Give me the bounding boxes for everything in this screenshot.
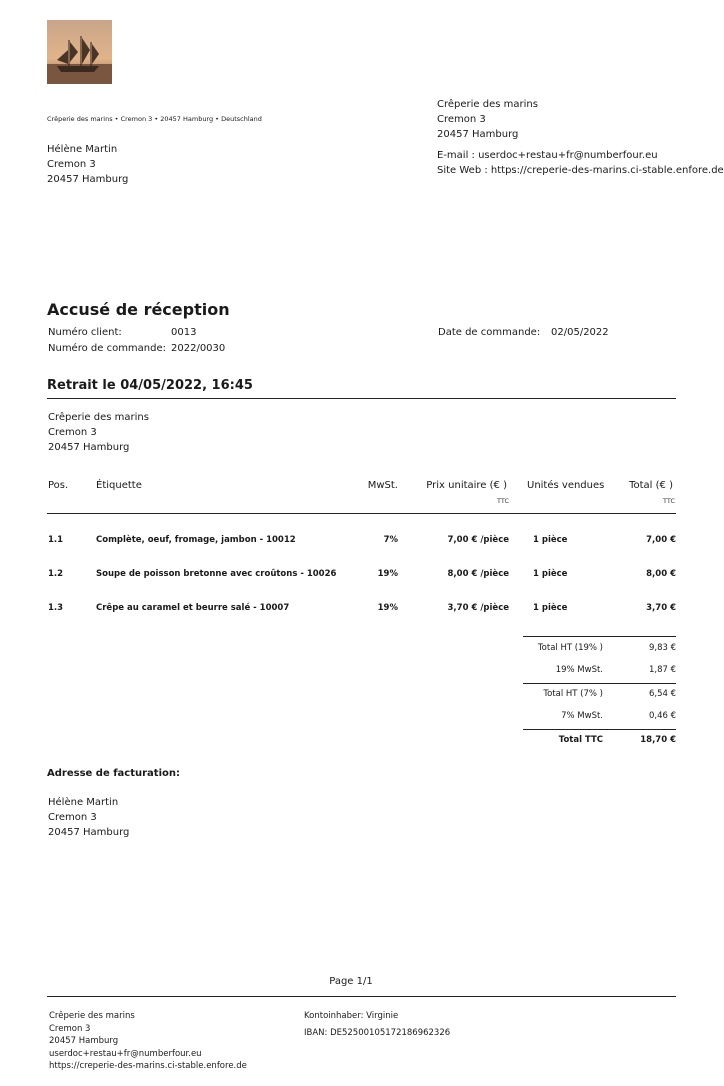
recipient-city: 20457 Hamburg [47,174,129,185]
total-ht-7-label: Total HT (7% ) [543,689,603,699]
row-2-vat: 19% [377,569,398,579]
total-ttc-label: Total TTC [558,735,603,745]
vat-7-value: 0,46 € [648,711,676,721]
page-number: Page 1/1 [329,976,373,987]
sender-line: Crêperie des marins • Cremon 3 • 20457 Hamburg • Deutschland [47,115,262,123]
company-logo [47,20,112,84]
row-3-vat: 19% [377,603,398,613]
row-2-unit-price: 8,00 € /pièce [447,569,509,579]
pickup-street: Cremon 3 [48,427,97,438]
row-3-label: Crêpe au caramel et beurre salé - 10007 [96,603,290,613]
header-label: Étiquette [96,480,142,491]
row-2-pos: 1.2 [48,569,64,579]
billing-street: Cremon 3 [48,812,97,823]
billing-address [48,795,129,840]
vat-7-label: 7% MwSt. [561,711,603,721]
footer-company-city: 20457 Hamburg [49,1036,119,1046]
footer-company-name: Crêperie des marins [49,1011,135,1021]
row-1-vat: 7% [383,535,398,545]
recipient-name: Hélène Martin [47,144,118,155]
header-vat: MwSt. [367,480,398,491]
totals-divider-1 [523,636,676,637]
pickup-city: 20457 Hamburg [48,442,130,453]
totals-divider-3 [523,729,676,730]
table-header-divider [47,513,676,514]
order-number: 2022/0030 [171,343,226,354]
company-email: E-mail : userdoc+restau+fr@numberfour.eu [437,150,658,161]
header-units: Unités vendues [527,480,605,491]
row-3-pos: 1.3 [48,603,64,613]
row-1-pos: 1.1 [48,535,64,545]
total-ttc-value: 18,70 € [640,735,676,745]
row-1-total: 7,00 € [646,535,676,545]
footer-bank [304,1010,450,1039]
footer-company-street: Cremon 3 [49,1023,91,1034]
company-name: Crêperie des marins [437,99,538,110]
company-city: 20457 Hamburg [437,129,519,140]
order-date: 02/05/2022 [551,327,609,338]
recipient-street: Cremon 3 [47,159,96,170]
row-1-units: 1 pièce [533,535,568,545]
pickup-title: Retrait le 04/05/2022, 16:45 [47,378,253,393]
recipient-address [47,142,128,187]
document-title: Accusé de réception [47,300,230,319]
company-street: Cremon 3 [437,114,486,125]
company-address [437,97,724,178]
footer-account-holder: Kontoinhaber: Virginie [304,1011,399,1021]
footer-company-email: userdoc+restau+fr@numberfour.eu [49,1048,202,1059]
vat-19-value: 1,87 € [648,665,676,675]
row-3-units: 1 pièce [533,603,568,613]
header-pos: Pos. [48,480,69,491]
pickup-divider [47,398,676,399]
header-total-ttc: TTC [663,497,675,505]
billing-name: Hélène Martin [48,797,119,808]
pickup-name: Crêperie des marins [48,412,149,423]
total-ht-19-label: Total HT (19% ) [537,643,603,653]
header-unit-price: Prix unitaire (€ ) [426,480,507,491]
row-2-label: Soupe de poisson bretonne avec croûtons - 10026 [96,569,337,579]
vat-19-label: 19% MwSt. [555,665,603,675]
row-2-units: 1 pièce [533,569,568,579]
footer-divider [47,996,676,997]
order-date-label: Date de commande: [438,327,541,338]
customer-number-label: Numéro client: [48,327,122,338]
header-unit-price-ttc: TTC [497,497,509,505]
company-website: Site Web : https://creperie-des-marins.ci-stable.enfore.de [437,165,724,176]
order-number-label: Numéro de commande: [48,343,167,354]
pickup-address [48,410,149,455]
row-2-total: 8,00 € [646,569,676,579]
total-ht-7-value: 6,54 € [648,689,676,699]
totals-divider-2 [523,683,676,684]
row-1-label: Complète, oeuf, fromage, jambon - 10012 [96,535,296,545]
total-ht-19-value: 9,83 € [648,643,676,653]
footer-company [49,1010,247,1073]
billing-title: Adresse de facturation: [47,768,181,779]
row-3-unit-price: 3,70 € /pièce [447,603,509,613]
header-total: Total (€ ) [629,480,673,491]
row-3-total: 3,70 € [646,603,676,613]
footer-iban: IBAN: DE52500105172186962326 [304,1027,451,1038]
customer-number: 0013 [171,327,197,338]
row-1-unit-price: 7,00 € /pièce [447,535,509,545]
footer-company-website: https://creperie-des-marins.ci-stable.enfore.de [49,1061,247,1071]
billing-city: 20457 Hamburg [48,827,130,838]
